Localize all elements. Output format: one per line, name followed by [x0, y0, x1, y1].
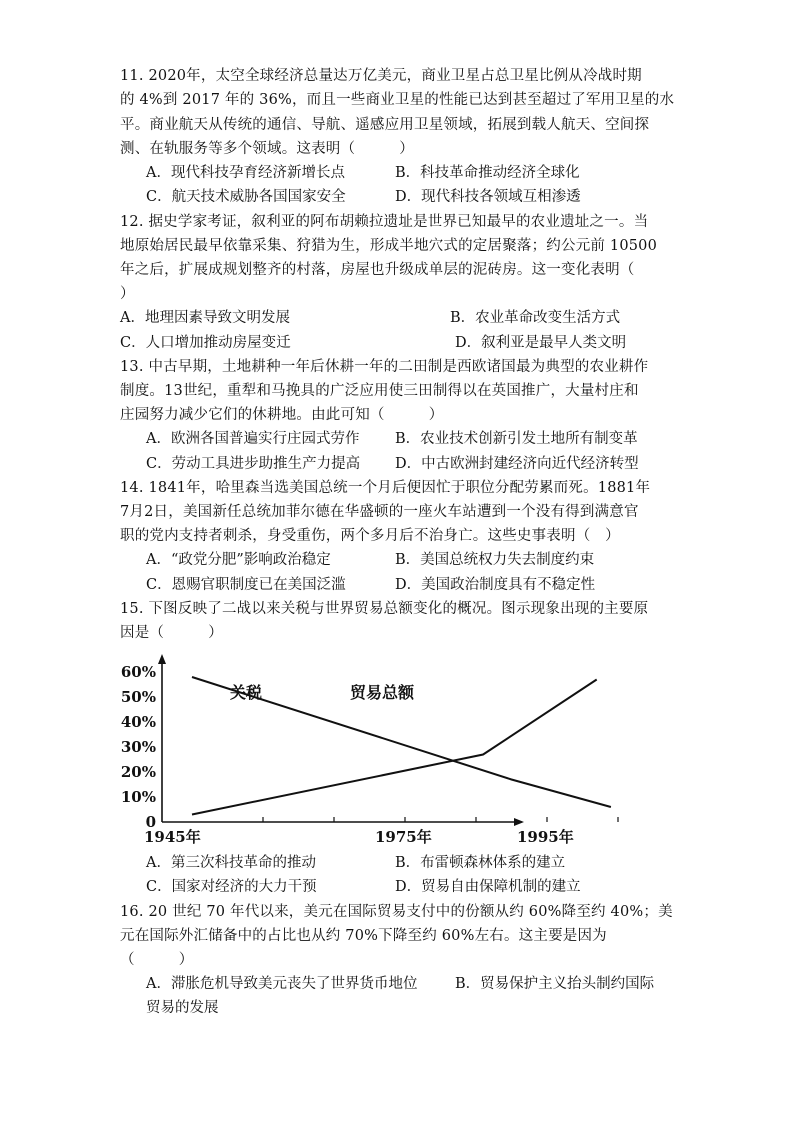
- q11-line-4: 测、在轨服务等多个领域。这表明（ ）: [120, 141, 414, 157]
- q14-option-d: D．美国政治制度具有不稳定性: [395, 577, 596, 593]
- y-tick-label: 0: [145, 813, 156, 831]
- q13-line-1: 13. 中古早期，土地耕种一年后休耕一年的二田制是西欧诸国最为典型的农业耕作: [120, 359, 649, 375]
- q14-line-3: 职的党内支持者刺杀，身受重伤，两个多月后不治身亡。这些史事表明（ ）: [120, 528, 620, 544]
- q14-option-b: B．美国总统权力失去制度约束: [395, 552, 595, 568]
- x-tick-label: 1975年: [375, 828, 432, 846]
- y-tick-label: 60%: [120, 663, 156, 681]
- q15-option-a: A．第三次科技革命的推动: [146, 855, 316, 871]
- q14-option-a: A．“政党分肥”影响政治稳定: [146, 552, 331, 568]
- y-tick-label: 20%: [120, 763, 156, 781]
- q12-line-2: 地原始居民最早依靠采集、狩猎为生，形成半地穴式的定居聚落；约公元前 10500: [120, 238, 658, 254]
- q16-line-1: 16. 20 世纪 70 年代以来，美元在国际贸易支付中的份额从约 60%降至约 40%；美: [120, 904, 673, 920]
- q14-line-1: 14. 1841年，哈里森当选美国总统一个月后便因忙于职位分配劳累而死。1881年: [120, 480, 651, 496]
- q11-option-d: D．现代科技各领域互相渗透: [395, 189, 581, 205]
- q13-option-d: D．中古欧洲封建经济向近代经济转型: [395, 456, 639, 472]
- q12-option-a: A．地理因素导致文明发展: [120, 310, 290, 326]
- q12-line-3: 年之后，扩展成规划整齐的村落，房屋也升级成单层的泥砖房。这一变化表明（: [120, 262, 635, 278]
- q16-option-a: A．滞胀危机导致美元丧失了世界货币地位: [146, 976, 418, 992]
- q11-option-b: B．科技革命推动经济全球化: [395, 165, 580, 181]
- q16-option-b: B．贸易保护主义抬头制约国际: [455, 976, 655, 992]
- y-tick-label: 10%: [120, 788, 156, 806]
- q13-line-2: 制度。13世纪，重犁和马挽具的广泛应用使三田制得以在英国推广，大量村庄和: [120, 383, 639, 399]
- q13-option-a: A．欧洲各国普遍实行庄园式劳作: [146, 431, 360, 447]
- q11-line-1: 11. 2020年，太空全球经济总量达万亿美元，商业卫星占总卫星比例从冷战时期: [120, 68, 642, 84]
- y-tick-label: 50%: [120, 688, 156, 706]
- q11-option-a: A．现代科技孕育经济新增长点: [146, 165, 345, 181]
- q11-option-c: C．航天技术威胁各国国家安全: [146, 189, 346, 205]
- q12-option-d: D．叙利亚是最早人类文明: [455, 335, 627, 351]
- q15-line-2: 因是（ ）: [120, 625, 223, 641]
- tariff-label: 关税: [230, 683, 263, 702]
- q13-option-b: B．农业技术创新引发土地所有制变革: [395, 431, 638, 447]
- q12-line-4: ）: [120, 286, 135, 302]
- q14-option-c: C．恩赐官职制度已在美国泛滥: [146, 577, 346, 593]
- q12-option-b: B．农业革命改变生活方式: [450, 310, 621, 326]
- q16-option-b-continued: 贸易的发展: [146, 1000, 219, 1016]
- q15-option-b: B．布雷顿森林体系的建立: [395, 855, 566, 871]
- y-tick-label: 40%: [120, 713, 156, 731]
- q16-line-3: （ ）: [120, 952, 194, 968]
- q11-line-2: 的 4%到 2017 年的 36%，而且一些商业卫星的性能已达到甚至超过了军用卫星的水: [120, 92, 675, 108]
- q16-line-2: 元在国际外汇储备中的占比也从约 70%下降至约 60%左右。这主要是因为: [120, 928, 607, 944]
- y-axis-arrow: [158, 654, 166, 664]
- q15-option-d: D．贸易自由保障机制的建立: [395, 879, 581, 895]
- q13-line-3: 庄园努力减少它们的休耕地。由此可知（ ）: [120, 407, 444, 423]
- q12-option-c: C．人口增加推动房屋变迁: [120, 335, 291, 351]
- q11-line-3: 平。商业航天从传统的通信、导航、遥感应用卫星领域，拓展到载人航天、空间探: [120, 117, 650, 133]
- q14-line-2: 7月2日，美国新任总统加菲尔德在华盛顿的一座火车站遭到一个没有得到满意官: [120, 504, 639, 520]
- q13-option-c: C．劳动工具进步助推生产力提高: [146, 456, 361, 472]
- q15-option-c: C．国家对经济的大力干预: [146, 879, 317, 895]
- x-tick-label: 1945年: [144, 828, 201, 846]
- x-axis-arrow: [514, 818, 524, 826]
- q15-line-1: 15. 下图反映了二战以来关税与世界贸易总额变化的概况。图示现象出现的主要原: [120, 601, 649, 617]
- trade-total-label: 贸易总额: [350, 683, 415, 702]
- q12-line-1: 12. 据史学家考证，叙利亚的阿布胡赖拉遗址是世界已知最早的农业遗址之一。当: [120, 214, 649, 230]
- y-tick-label: 30%: [120, 738, 156, 756]
- tariff-trade-chart: [118, 650, 574, 850]
- x-tick-label: 1995年: [517, 828, 574, 846]
